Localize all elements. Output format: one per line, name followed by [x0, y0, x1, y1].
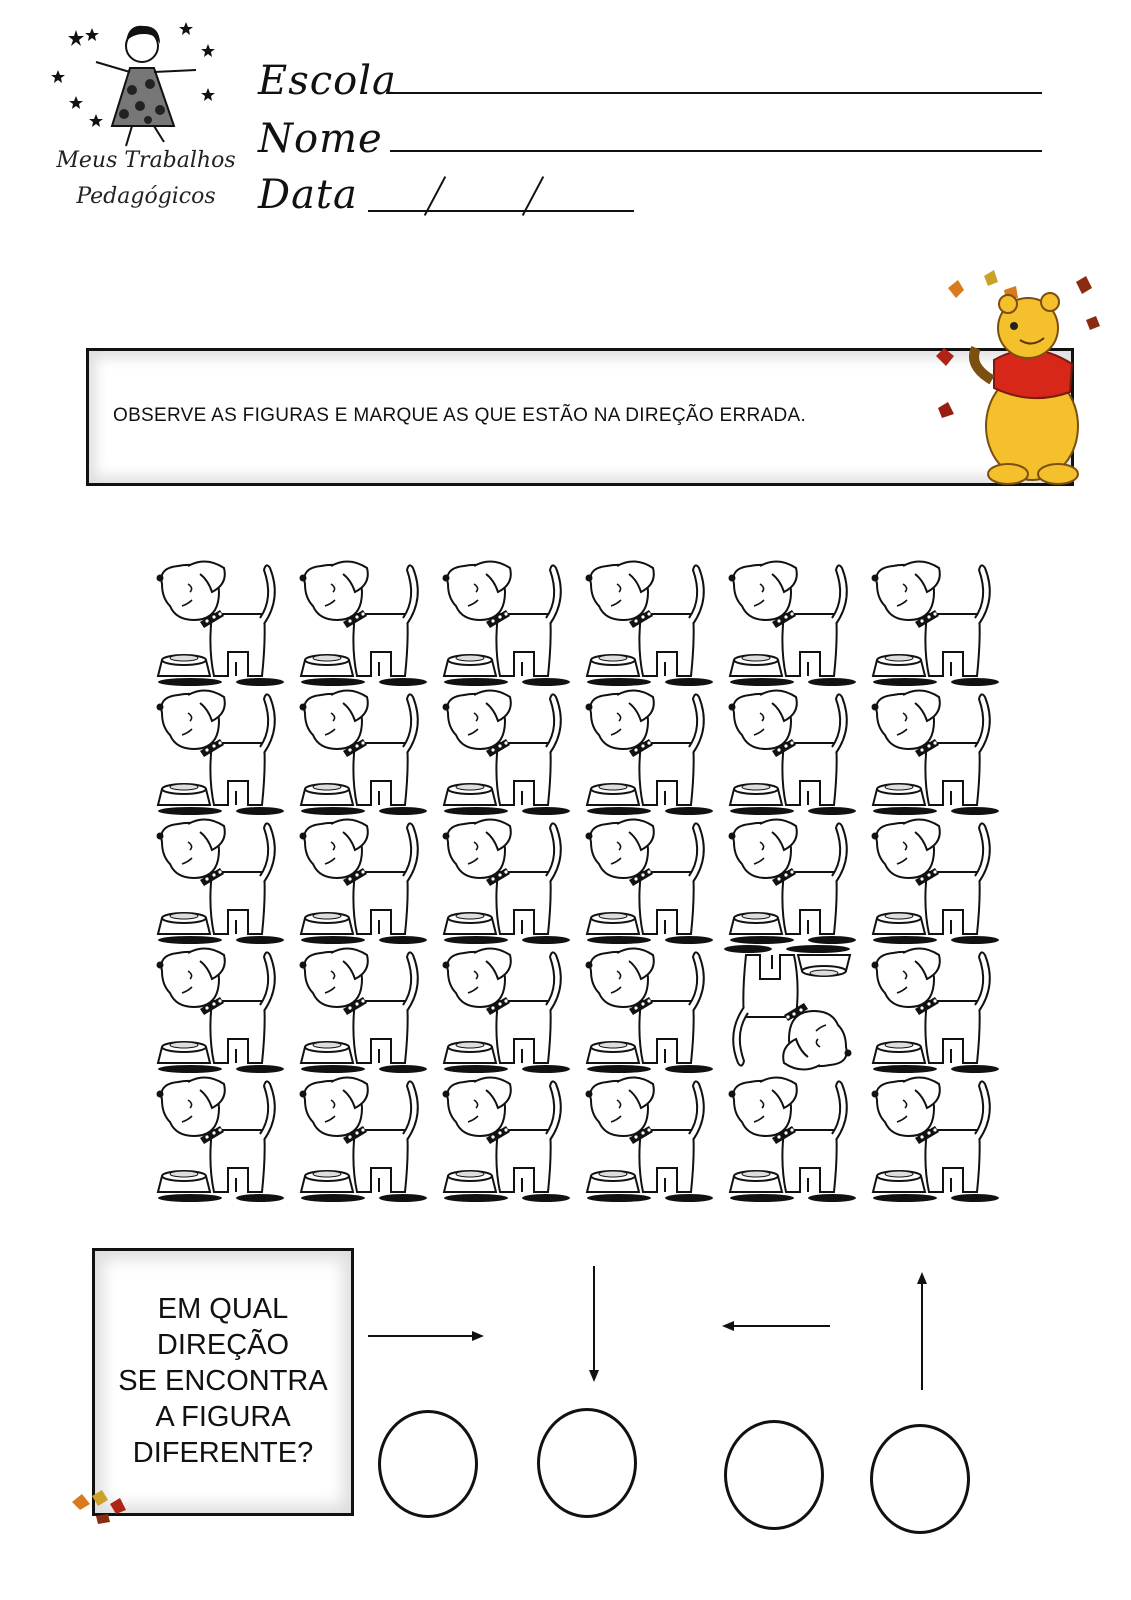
dog-with-bowl-icon — [434, 687, 574, 815]
figure-cell[interactable] — [434, 816, 574, 944]
figure-cell[interactable] — [577, 945, 717, 1073]
dog-with-bowl-icon — [291, 1074, 431, 1202]
instruction-text: OBSERVE AS FIGURAS E MARQUE AS QUE ESTÃO NA DIREÇÃO ERRADA. — [113, 405, 807, 426]
figure-cell[interactable] — [291, 687, 431, 815]
figure-cell[interactable] — [720, 945, 860, 1073]
dog-with-bowl-icon — [148, 945, 288, 1073]
dog-with-bowl-icon — [434, 945, 574, 1073]
dog-with-bowl-icon — [148, 558, 288, 686]
figure-cell[interactable] — [863, 945, 1003, 1073]
arrow-left-icon — [722, 1321, 830, 1331]
question-line: SE ENCONTRA — [118, 1365, 328, 1397]
figure-cell[interactable] — [291, 816, 431, 944]
question-line: DIFERENTE? — [132, 1437, 314, 1469]
answer-circle-down[interactable] — [537, 1408, 637, 1518]
figure-cell[interactable] — [291, 945, 431, 1073]
dog-with-bowl-icon — [720, 945, 860, 1073]
name-field[interactable] — [390, 150, 1042, 152]
arrow-up-icon — [917, 1272, 927, 1390]
direction-arrows — [360, 1260, 980, 1400]
instruction-box — [86, 348, 1074, 486]
figure-cell[interactable] — [148, 945, 288, 1073]
figure-cell[interactable] — [863, 687, 1003, 815]
figure-cell[interactable] — [863, 816, 1003, 944]
figure-cell[interactable] — [434, 945, 574, 1073]
logo — [36, 14, 256, 224]
pooh-bear-icon — [928, 268, 1108, 490]
dog-with-bowl-icon — [863, 816, 1003, 944]
logo-subtitle: Pedagógicos — [76, 184, 216, 209]
date-field[interactable] — [368, 210, 634, 212]
question-text — [95, 1291, 351, 1471]
figure-cell[interactable] — [148, 1074, 288, 1202]
dog-with-bowl-icon — [291, 816, 431, 944]
figure-cell[interactable] — [720, 1074, 860, 1202]
dog-with-bowl-icon — [577, 558, 717, 686]
figure-cell[interactable] — [434, 687, 574, 815]
figure-cell[interactable] — [577, 687, 717, 815]
dog-with-bowl-icon — [577, 945, 717, 1073]
dog-with-bowl-icon — [148, 687, 288, 815]
dog-with-bowl-icon — [720, 1074, 860, 1202]
name-label: Nome — [258, 116, 383, 162]
figure-cell[interactable] — [863, 1074, 1003, 1202]
dog-with-bowl-icon — [863, 558, 1003, 686]
figure-cell[interactable] — [720, 558, 860, 686]
dog-with-bowl-icon — [434, 558, 574, 686]
dog-with-bowl-icon — [148, 816, 288, 944]
figure-cell[interactable] — [577, 1074, 717, 1202]
logo-title: Meus Trabalhos — [56, 148, 236, 173]
figure-cell[interactable] — [291, 1074, 431, 1202]
school-label: Escola — [258, 58, 397, 104]
question-box — [92, 1248, 354, 1516]
figure-cell[interactable] — [291, 558, 431, 686]
figure-cell[interactable] — [577, 558, 717, 686]
figure-cell[interactable] — [148, 687, 288, 815]
dog-with-bowl-icon — [291, 687, 431, 815]
girl-logo-icon — [36, 14, 256, 154]
dog-with-bowl-icon — [291, 945, 431, 1073]
arrow-right-icon — [368, 1331, 484, 1341]
dog-with-bowl-icon — [863, 945, 1003, 1073]
figure-cell[interactable] — [434, 1074, 574, 1202]
arrow-down-icon — [589, 1266, 599, 1382]
answer-circle-right[interactable] — [378, 1410, 478, 1518]
question-line: DIREÇÃO — [156, 1329, 290, 1361]
autumn-leaves-icon — [66, 1486, 136, 1526]
figure-cell[interactable] — [720, 687, 860, 815]
figure-cell[interactable] — [577, 816, 717, 944]
question-line: A FIGURA — [155, 1401, 291, 1433]
question-line: EM QUAL — [157, 1293, 289, 1325]
dog-with-bowl-icon — [720, 687, 860, 815]
dog-with-bowl-icon — [434, 816, 574, 944]
dog-with-bowl-icon — [577, 1074, 717, 1202]
figure-cell[interactable] — [434, 558, 574, 686]
dog-with-bowl-icon — [863, 687, 1003, 815]
figure-cell[interactable] — [720, 816, 860, 944]
dog-with-bowl-icon — [720, 558, 860, 686]
dog-with-bowl-icon — [434, 1074, 574, 1202]
date-label: Data — [258, 172, 358, 218]
figure-cell[interactable] — [863, 558, 1003, 686]
school-field[interactable] — [390, 92, 1042, 94]
dog-with-bowl-icon — [720, 816, 860, 944]
figure-cell[interactable] — [148, 816, 288, 944]
answer-circle-up[interactable] — [870, 1424, 970, 1534]
dog-with-bowl-icon — [577, 687, 717, 815]
answer-circle-left[interactable] — [724, 1420, 824, 1530]
figure-grid — [148, 558, 1008, 1208]
dog-with-bowl-icon — [577, 816, 717, 944]
dog-with-bowl-icon — [863, 1074, 1003, 1202]
figure-cell[interactable] — [148, 558, 288, 686]
dog-with-bowl-icon — [148, 1074, 288, 1202]
dog-with-bowl-icon — [291, 558, 431, 686]
